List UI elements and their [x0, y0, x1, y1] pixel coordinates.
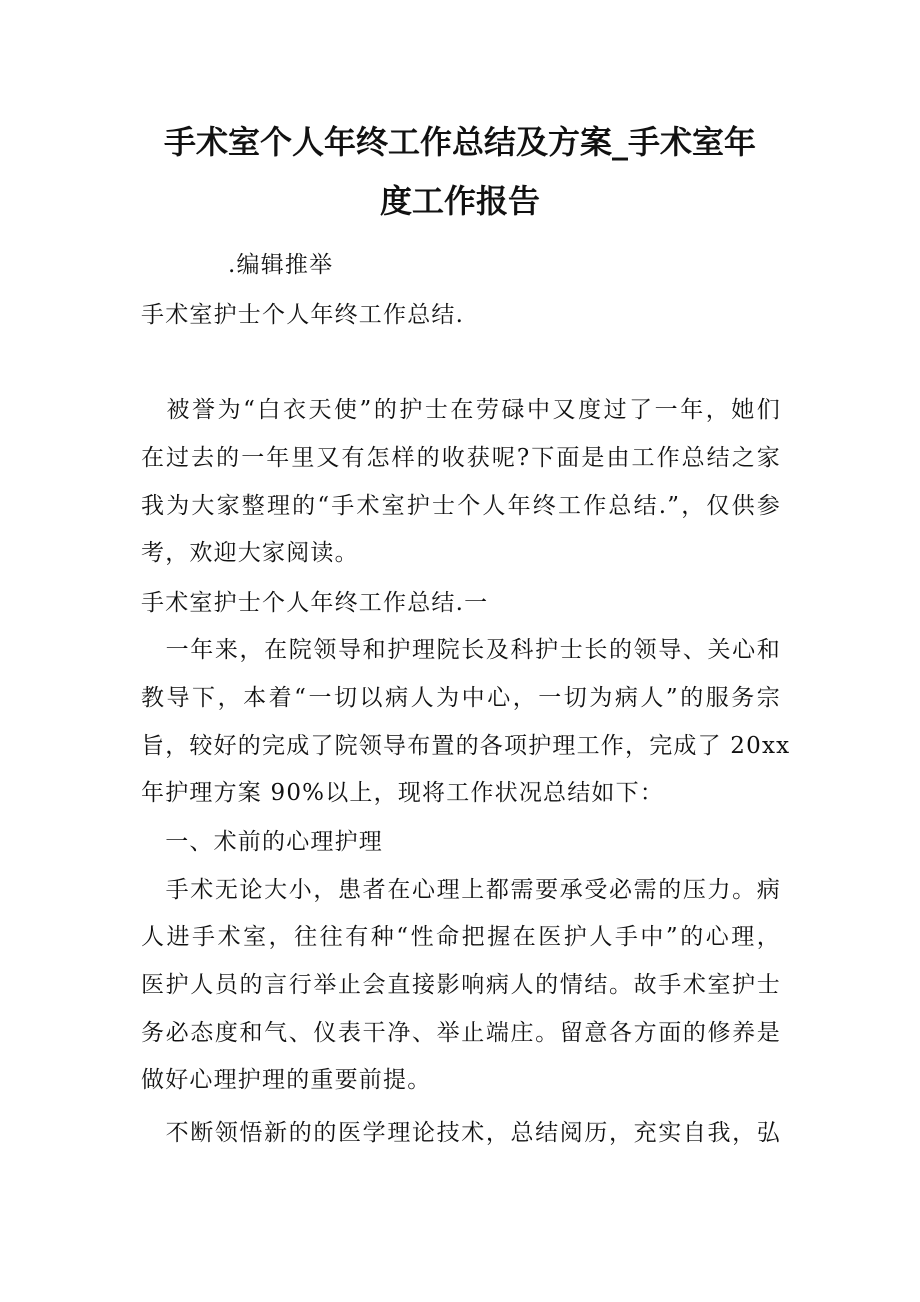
text-line: 旨，较好的完成了院领导布置的各项护理工作，完成了 20xx	[141, 733, 791, 759]
text-line: 做好心理护理的重要前提。	[141, 1067, 432, 1093]
heading-1: 一、术前的心理护理	[141, 829, 383, 855]
text-line: 一年来，在院领导和护理院长及科护士长的领导、关心和	[141, 637, 781, 663]
text-line: 被誉为“白衣天使”的护士在劳碌中又度过了一年，她们	[141, 397, 781, 423]
text-line: 年护理方案 90%以上，现将工作状况总结如下：	[141, 780, 665, 806]
text-line: 考，欢迎大家阅读。	[141, 540, 359, 566]
text-line: 手术无论大小，患者在心理上都需要承受必需的压力。病	[141, 877, 781, 903]
text-line: 人进手术室，往往有种“性命把握在医护人手中”的心理，	[141, 924, 781, 950]
section-title: 手术室护士个人年终工作总结.一	[141, 590, 489, 616]
editor-note: .编辑推举	[228, 252, 334, 278]
subtitle: 手术室护士个人年终工作总结.	[141, 302, 465, 328]
text-line: 教导下，本着“一切以病人为中心，一切为病人”的服务宗	[141, 685, 781, 711]
text-line: 在过去的一年里又有怎样的收获呢?下面是由工作总结之家	[141, 445, 781, 471]
title-line: 度工作报告	[379, 182, 540, 220]
title-line: 手术室个人年终工作总结及方案_手术室年	[163, 123, 756, 161]
text-line: 务必态度和气、仪表干净、举止端庄。留意各方面的修养是	[141, 1020, 781, 1046]
text-line: 我为大家整理的“手术室护士个人年终工作总结.”，仅供参	[141, 493, 781, 519]
text-line: 医护人员的言行举止会直接影响病人的情结。故手术室护士	[141, 972, 781, 998]
text-line: 不断领悟新的的医学理论技术，总结阅历，充实自我，弘	[141, 1120, 781, 1146]
